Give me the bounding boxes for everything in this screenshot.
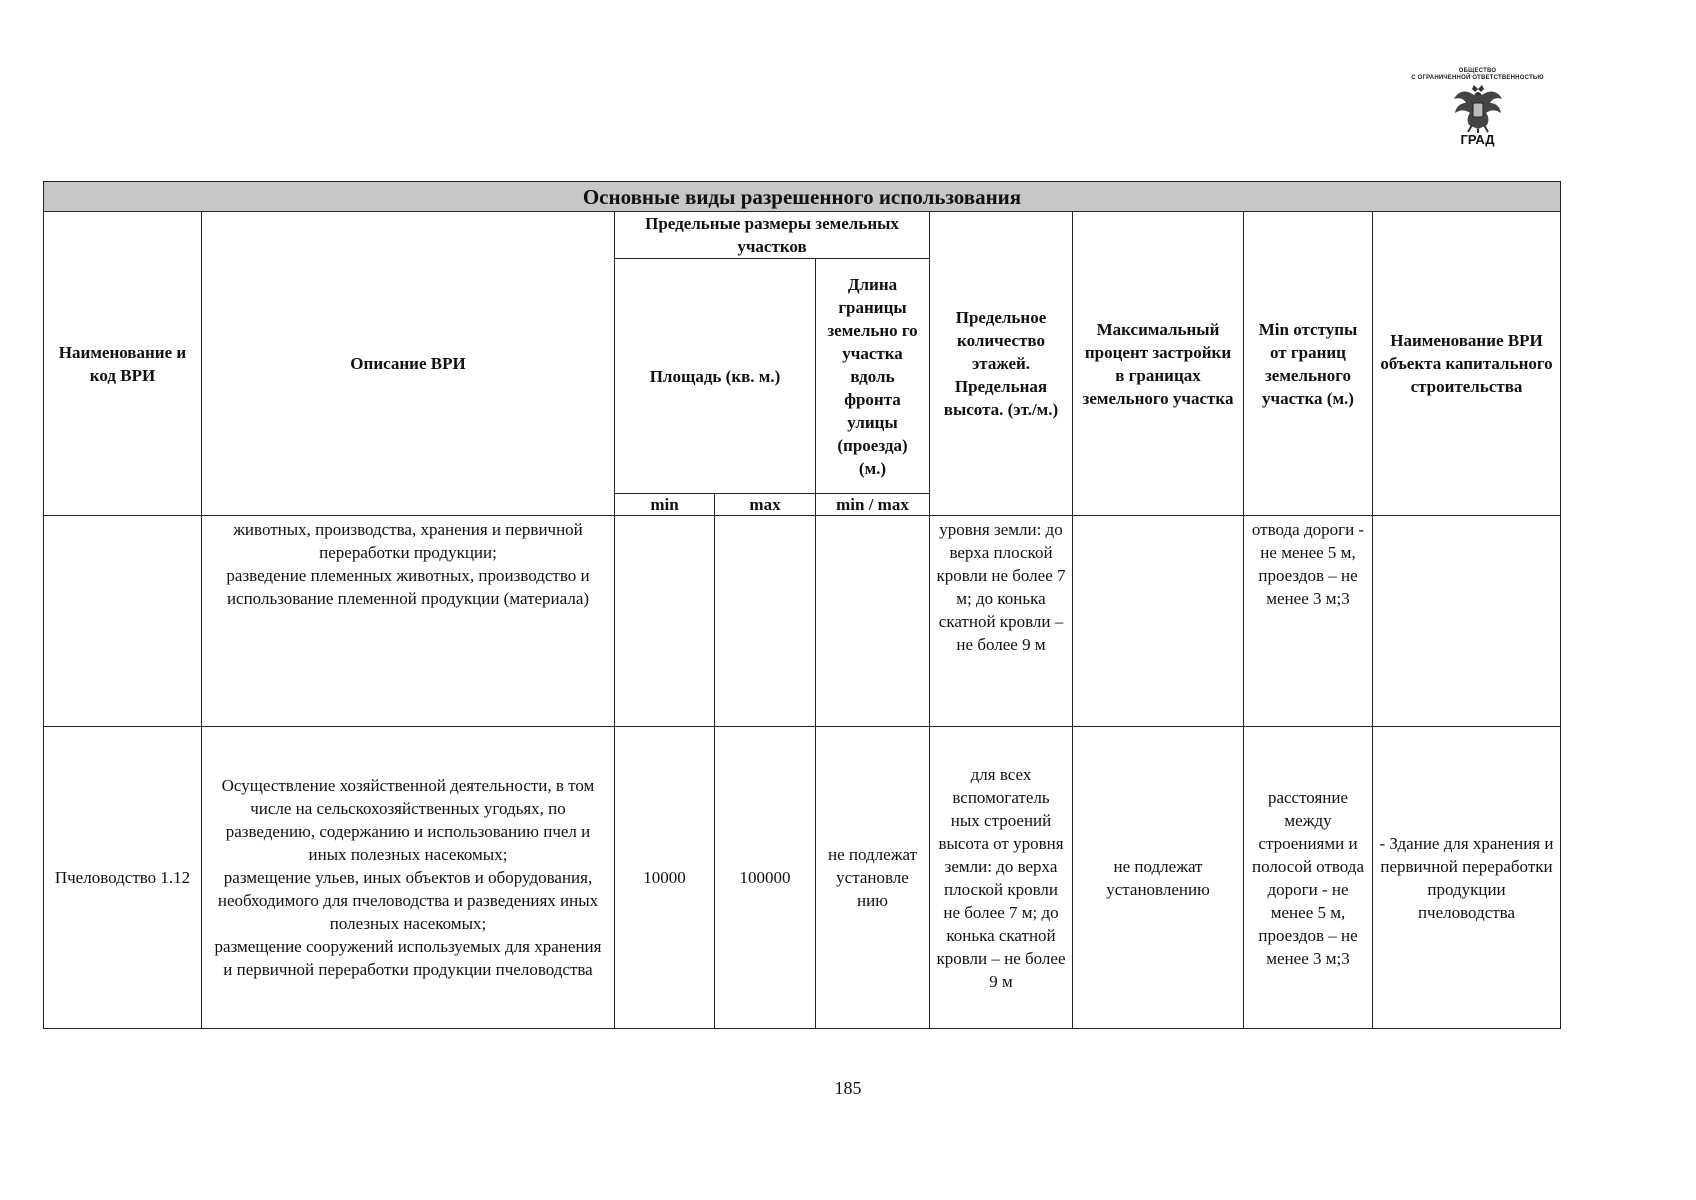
header-name-code: Наименование и код ВРИ <box>44 212 202 516</box>
header-frontage: Длина границы земельно го участка вдоль фронта улицы (проезда) (м.) <box>816 259 930 494</box>
header-description: Описание ВРИ <box>202 212 615 516</box>
logo-org-line1: ОБЩЕСТВО <box>1458 68 1497 74</box>
header-frontage-min-max: min / max <box>816 494 930 516</box>
cell-setbacks: отвода дороги - не менее 5 м, проездов – не менее 3 м;3 <box>1244 516 1373 727</box>
cell-frontage: не подлежат установле нию <box>816 727 930 1029</box>
header-object-name: Наименование ВРИ объекта капитального строительства <box>1373 212 1561 516</box>
company-logo <box>1395 68 1560 147</box>
cell-object-name <box>1373 516 1561 727</box>
cell-object-name: - Здание для хранения и первичной переработки продукции пчеловодства <box>1373 727 1561 1029</box>
cell-floors: для всех вспомогатель ных строений высота от уровня земли: до верха плоской кровли не более 7 м; до конька скатной кровли – не более 9 м <box>930 727 1073 1029</box>
table-row <box>44 516 1561 727</box>
double-headed-eagle-icon <box>1452 83 1504 133</box>
cell-name <box>44 516 202 727</box>
cell-coverage: не подлежат установлению <box>1073 727 1244 1029</box>
header-area: Площадь (кв. м.) <box>615 259 816 494</box>
cell-name: Пчеловодство 1.12 <box>44 727 202 1029</box>
cell-frontage <box>816 516 930 727</box>
table-row <box>44 727 1561 1029</box>
cell-coverage <box>1073 516 1244 727</box>
cell-area-min: 10000 <box>615 727 715 1029</box>
header-floors: Предельное количество этажей. Предельная высота. (эт./м.) <box>930 212 1073 516</box>
header-coverage: Максимальный процент застройки в границах земельного участка <box>1073 212 1244 516</box>
header-area-min: min <box>615 494 715 516</box>
cell-area-max <box>715 516 816 727</box>
permitted-use-table <box>43 181 1561 1029</box>
table-title: Основные виды разрешенного использования <box>44 182 1561 212</box>
cell-setbacks: расстояние между строениями и полосой отвода дороги - не менее 5 м, проездов – не менее 3 м;3 <box>1244 727 1373 1029</box>
cell-description: животных, производства, хранения и первичной переработки продукции; разведение племенных животных, производство и использование племенной продукции (материала) <box>202 516 615 727</box>
header-limit-sizes: Предельные размеры земельных участков <box>615 212 930 259</box>
logo-org-line2: С ОГРАНИЧЕННОЙ ОТВЕТСТВЕННОСТЬЮ <box>1411 75 1544 81</box>
cell-floors: уровня земли: до верха плоской кровли не более 7 м; до конька скатной кровли – не более 9 м <box>930 516 1073 727</box>
cell-area-max: 100000 <box>715 727 816 1029</box>
cell-description: Осуществление хозяйственной деятельности, в том числе на сельскохозяйственных угодьях, по разведению, содержанию и использованию пчел и иных полезных насекомых; размещение ульев, иных объектов и оборудования, необходимого для пчеловодства и разведениях иных полезных насекомых; размещение сооружений используемых для хранения и первичной переработки продукции пчеловодства <box>202 727 615 1029</box>
cell-area-min <box>615 516 715 727</box>
logo-brand: ГРАД <box>1460 132 1495 147</box>
header-setbacks: Min отступы от границ земельного участка (м.) <box>1244 212 1373 516</box>
header-area-max: max <box>715 494 816 516</box>
page-number: 185 <box>834 1078 862 1098</box>
